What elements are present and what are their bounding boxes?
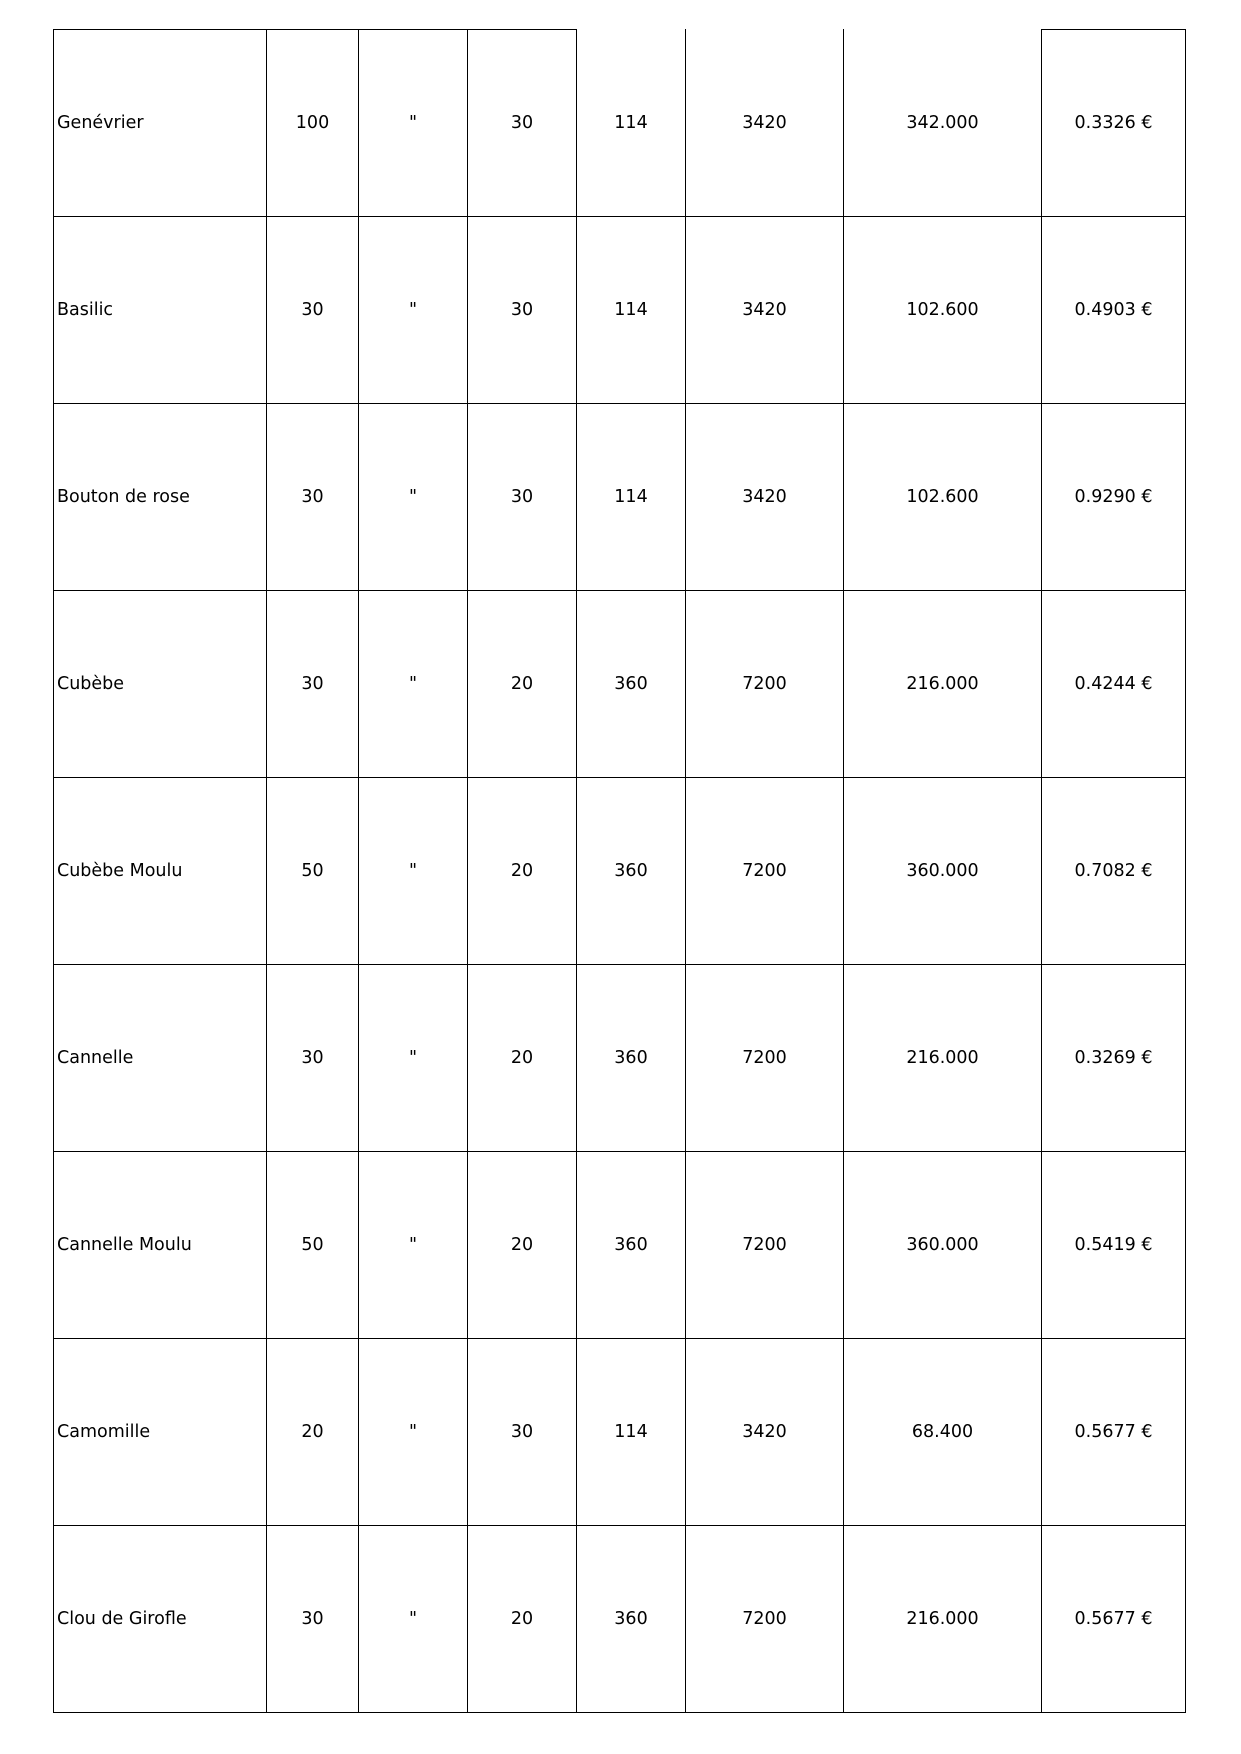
table-row [54, 778, 1186, 965]
total-cell: 342.000 [844, 30, 1042, 217]
quantity-cell: 50 [267, 778, 359, 965]
table-body [54, 30, 1186, 1713]
column-4-cell: 30 [468, 404, 577, 591]
column-5-cell: 114 [577, 30, 686, 217]
quantity-cell: 30 [267, 217, 359, 404]
ditto-mark-cell: " [359, 1152, 468, 1339]
column-4-cell: 30 [468, 1339, 577, 1526]
product-name-cell: Cannelle [54, 965, 267, 1152]
unit-price-cell: 0.9290 € [1042, 404, 1186, 591]
product-name-cell: Cannelle Moulu [54, 1152, 267, 1339]
ditto-mark-cell: " [359, 591, 468, 778]
column-6-cell: 3420 [686, 404, 844, 591]
ditto-mark-cell: " [359, 965, 468, 1152]
column-4-cell: 20 [468, 1526, 577, 1713]
spice-table [53, 29, 1186, 1713]
column-6-cell: 7200 [686, 591, 844, 778]
table-row [54, 217, 1186, 404]
unit-price-cell: 0.4903 € [1042, 217, 1186, 404]
column-5-cell: 114 [577, 1339, 686, 1526]
product-name-cell: Bouton de rose [54, 404, 267, 591]
unit-price-cell: 0.5677 € [1042, 1339, 1186, 1526]
column-6-cell: 7200 [686, 1152, 844, 1339]
quantity-cell: 30 [267, 965, 359, 1152]
table-row [54, 30, 1186, 217]
column-5-cell: 360 [577, 1152, 686, 1339]
column-5-cell: 360 [577, 778, 686, 965]
ditto-mark-cell: " [359, 404, 468, 591]
ditto-mark-cell: " [359, 217, 468, 404]
product-name-cell: Camomille [54, 1339, 267, 1526]
unit-price-cell: 0.7082 € [1042, 778, 1186, 965]
unit-price-cell: 0.5677 € [1042, 1526, 1186, 1713]
total-cell: 360.000 [844, 778, 1042, 965]
unit-price-cell: 0.3326 € [1042, 30, 1186, 217]
quantity-cell: 50 [267, 1152, 359, 1339]
total-cell: 68.400 [844, 1339, 1042, 1526]
total-cell: 102.600 [844, 217, 1042, 404]
column-5-cell: 360 [577, 965, 686, 1152]
unit-price-cell: 0.4244 € [1042, 591, 1186, 778]
ditto-mark-cell: " [359, 778, 468, 965]
total-cell: 102.600 [844, 404, 1042, 591]
column-6-cell: 3420 [686, 217, 844, 404]
column-4-cell: 30 [468, 30, 577, 217]
product-name-cell: Cubèbe Moulu [54, 778, 267, 965]
unit-price-cell: 0.3269 € [1042, 965, 1186, 1152]
product-name-cell: Cubèbe [54, 591, 267, 778]
product-name-cell: Genévrier [54, 30, 267, 217]
column-6-cell: 7200 [686, 965, 844, 1152]
unit-price-cell: 0.5419 € [1042, 1152, 1186, 1339]
quantity-cell: 20 [267, 1339, 359, 1526]
column-4-cell: 20 [468, 965, 577, 1152]
column-5-cell: 114 [577, 217, 686, 404]
table-row [54, 591, 1186, 778]
quantity-cell: 30 [267, 1526, 359, 1713]
column-6-cell: 3420 [686, 30, 844, 217]
total-cell: 216.000 [844, 1526, 1042, 1713]
ditto-mark-cell: " [359, 1526, 468, 1713]
column-5-cell: 360 [577, 591, 686, 778]
column-6-cell: 7200 [686, 778, 844, 965]
total-cell: 216.000 [844, 591, 1042, 778]
column-4-cell: 30 [468, 217, 577, 404]
total-cell: 360.000 [844, 1152, 1042, 1339]
quantity-cell: 30 [267, 404, 359, 591]
total-cell: 216.000 [844, 965, 1042, 1152]
column-6-cell: 7200 [686, 1526, 844, 1713]
quantity-cell: 30 [267, 591, 359, 778]
table-row [54, 1339, 1186, 1526]
column-4-cell: 20 [468, 1152, 577, 1339]
product-name-cell: Clou de Girofle [54, 1526, 267, 1713]
ditto-mark-cell: " [359, 30, 468, 217]
ditto-mark-cell: " [359, 1339, 468, 1526]
table-row [54, 1152, 1186, 1339]
column-5-cell: 360 [577, 1526, 686, 1713]
quantity-cell: 100 [267, 30, 359, 217]
table-row [54, 1526, 1186, 1713]
column-4-cell: 20 [468, 591, 577, 778]
product-name-cell: Basilic [54, 217, 267, 404]
table-row [54, 404, 1186, 591]
column-4-cell: 20 [468, 778, 577, 965]
column-5-cell: 114 [577, 404, 686, 591]
table-row [54, 965, 1186, 1152]
column-6-cell: 3420 [686, 1339, 844, 1526]
